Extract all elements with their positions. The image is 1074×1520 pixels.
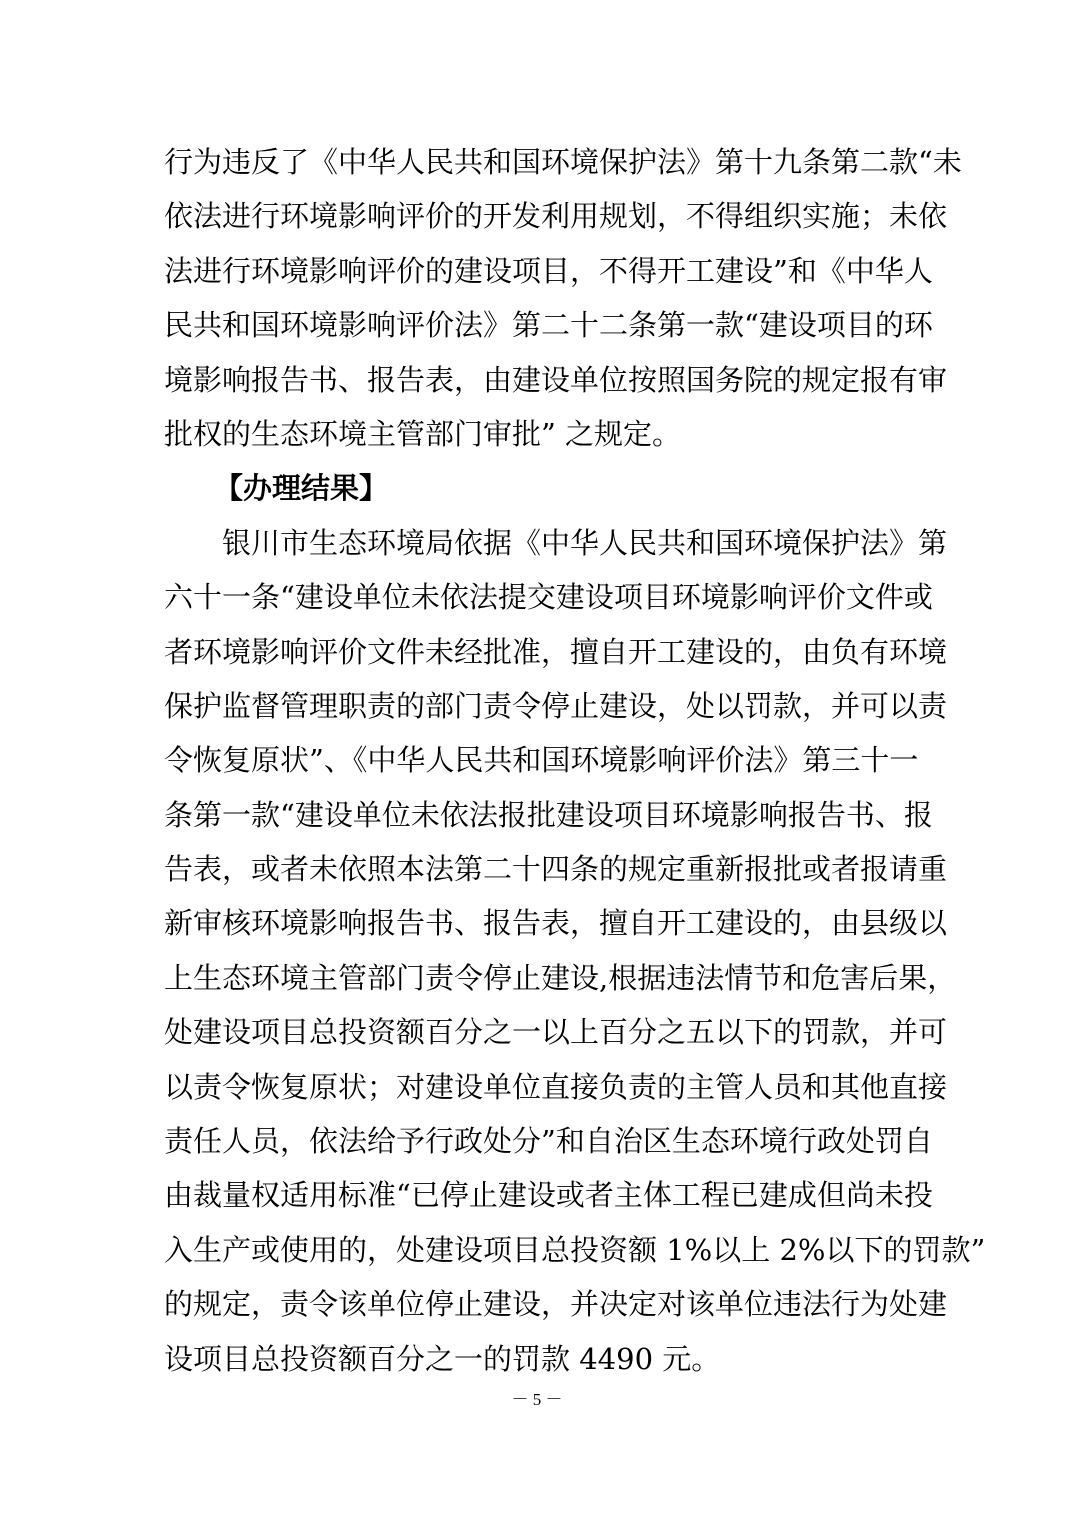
text-line: 六十一条“建设单位未依法提交建设项目环境影响评价文件或 xyxy=(164,580,933,615)
text-line: 依法进行环境影响评价的开发利用规划，不得组织实施；未依 xyxy=(164,199,948,234)
text-line: 境影响报告书、报告表，由建设单位按照国务院的规定报有审 xyxy=(164,362,948,397)
text-line: 的规定，责令该单位停止建设，并决定对该单位违法行为处建 xyxy=(164,1287,948,1322)
text-line: 设项目总投资额百分之一的罚款 4490 元。 xyxy=(164,1341,721,1376)
text-line: 入生产或使用的，处建设项目总投资额 1%以上 2%以下的罚款” xyxy=(164,1232,986,1267)
text-line: 由裁量权适用标准“已停止建设或者主体工程已建成但尚未投 xyxy=(164,1178,933,1213)
section-heading: 【办理结果】 xyxy=(214,471,389,506)
text-line: 处建设项目总投资额百分之一以上百分之五以下的罚款，并可 xyxy=(164,1015,948,1050)
text-line: 者环境影响评价文件未经批准，擅自开工建设的，由负有环境 xyxy=(164,634,948,669)
text-line: 银川市生态环境局依据《中华人民共和国环境保护法》第 xyxy=(222,525,948,560)
text-line: 行为违反了《中华人民共和国环境保护法》第十九条第二款“未 xyxy=(164,145,962,179)
text-line: 批权的生态环境主管部门审批” 之规定。 xyxy=(164,416,682,451)
text-line: 法进行环境影响评价的建设项目，不得开工建设”和《中华人 xyxy=(164,253,933,288)
text-line: 责任人员，依法给予行政处分”和自治区生态环境行政处罚自 xyxy=(164,1124,933,1159)
text-line: 告表，或者未依照本法第二十四条的规定重新报批或者报请重 xyxy=(164,852,948,887)
document-body xyxy=(164,135,986,1386)
text-line: 条第一款“建设单位未依法报批建设项目环境影响报告书、报 xyxy=(164,797,933,832)
text-line: 以责令恢复原状；对建设单位直接负责的主管人员和其他直接 xyxy=(164,1069,948,1104)
text-line: 保护监督管理职责的部门责令停止建设，处以罚款，并可以责 xyxy=(164,688,948,723)
text-line: 令恢复原状”、《中华人民共和国环境影响评价法》第三十一 xyxy=(164,743,919,778)
text-line: 新审核环境影响报告书、报告表，擅自开工建设的，由县级以 xyxy=(164,906,948,941)
page-number: － 5 － xyxy=(511,1390,563,1409)
text-line: 上生态环境主管部门责令停止建设,根据违法情节和危害后果， xyxy=(164,960,957,995)
text-line: 民共和国环境影响评价法》第二十二条第一款“建设项目的环 xyxy=(164,308,933,343)
